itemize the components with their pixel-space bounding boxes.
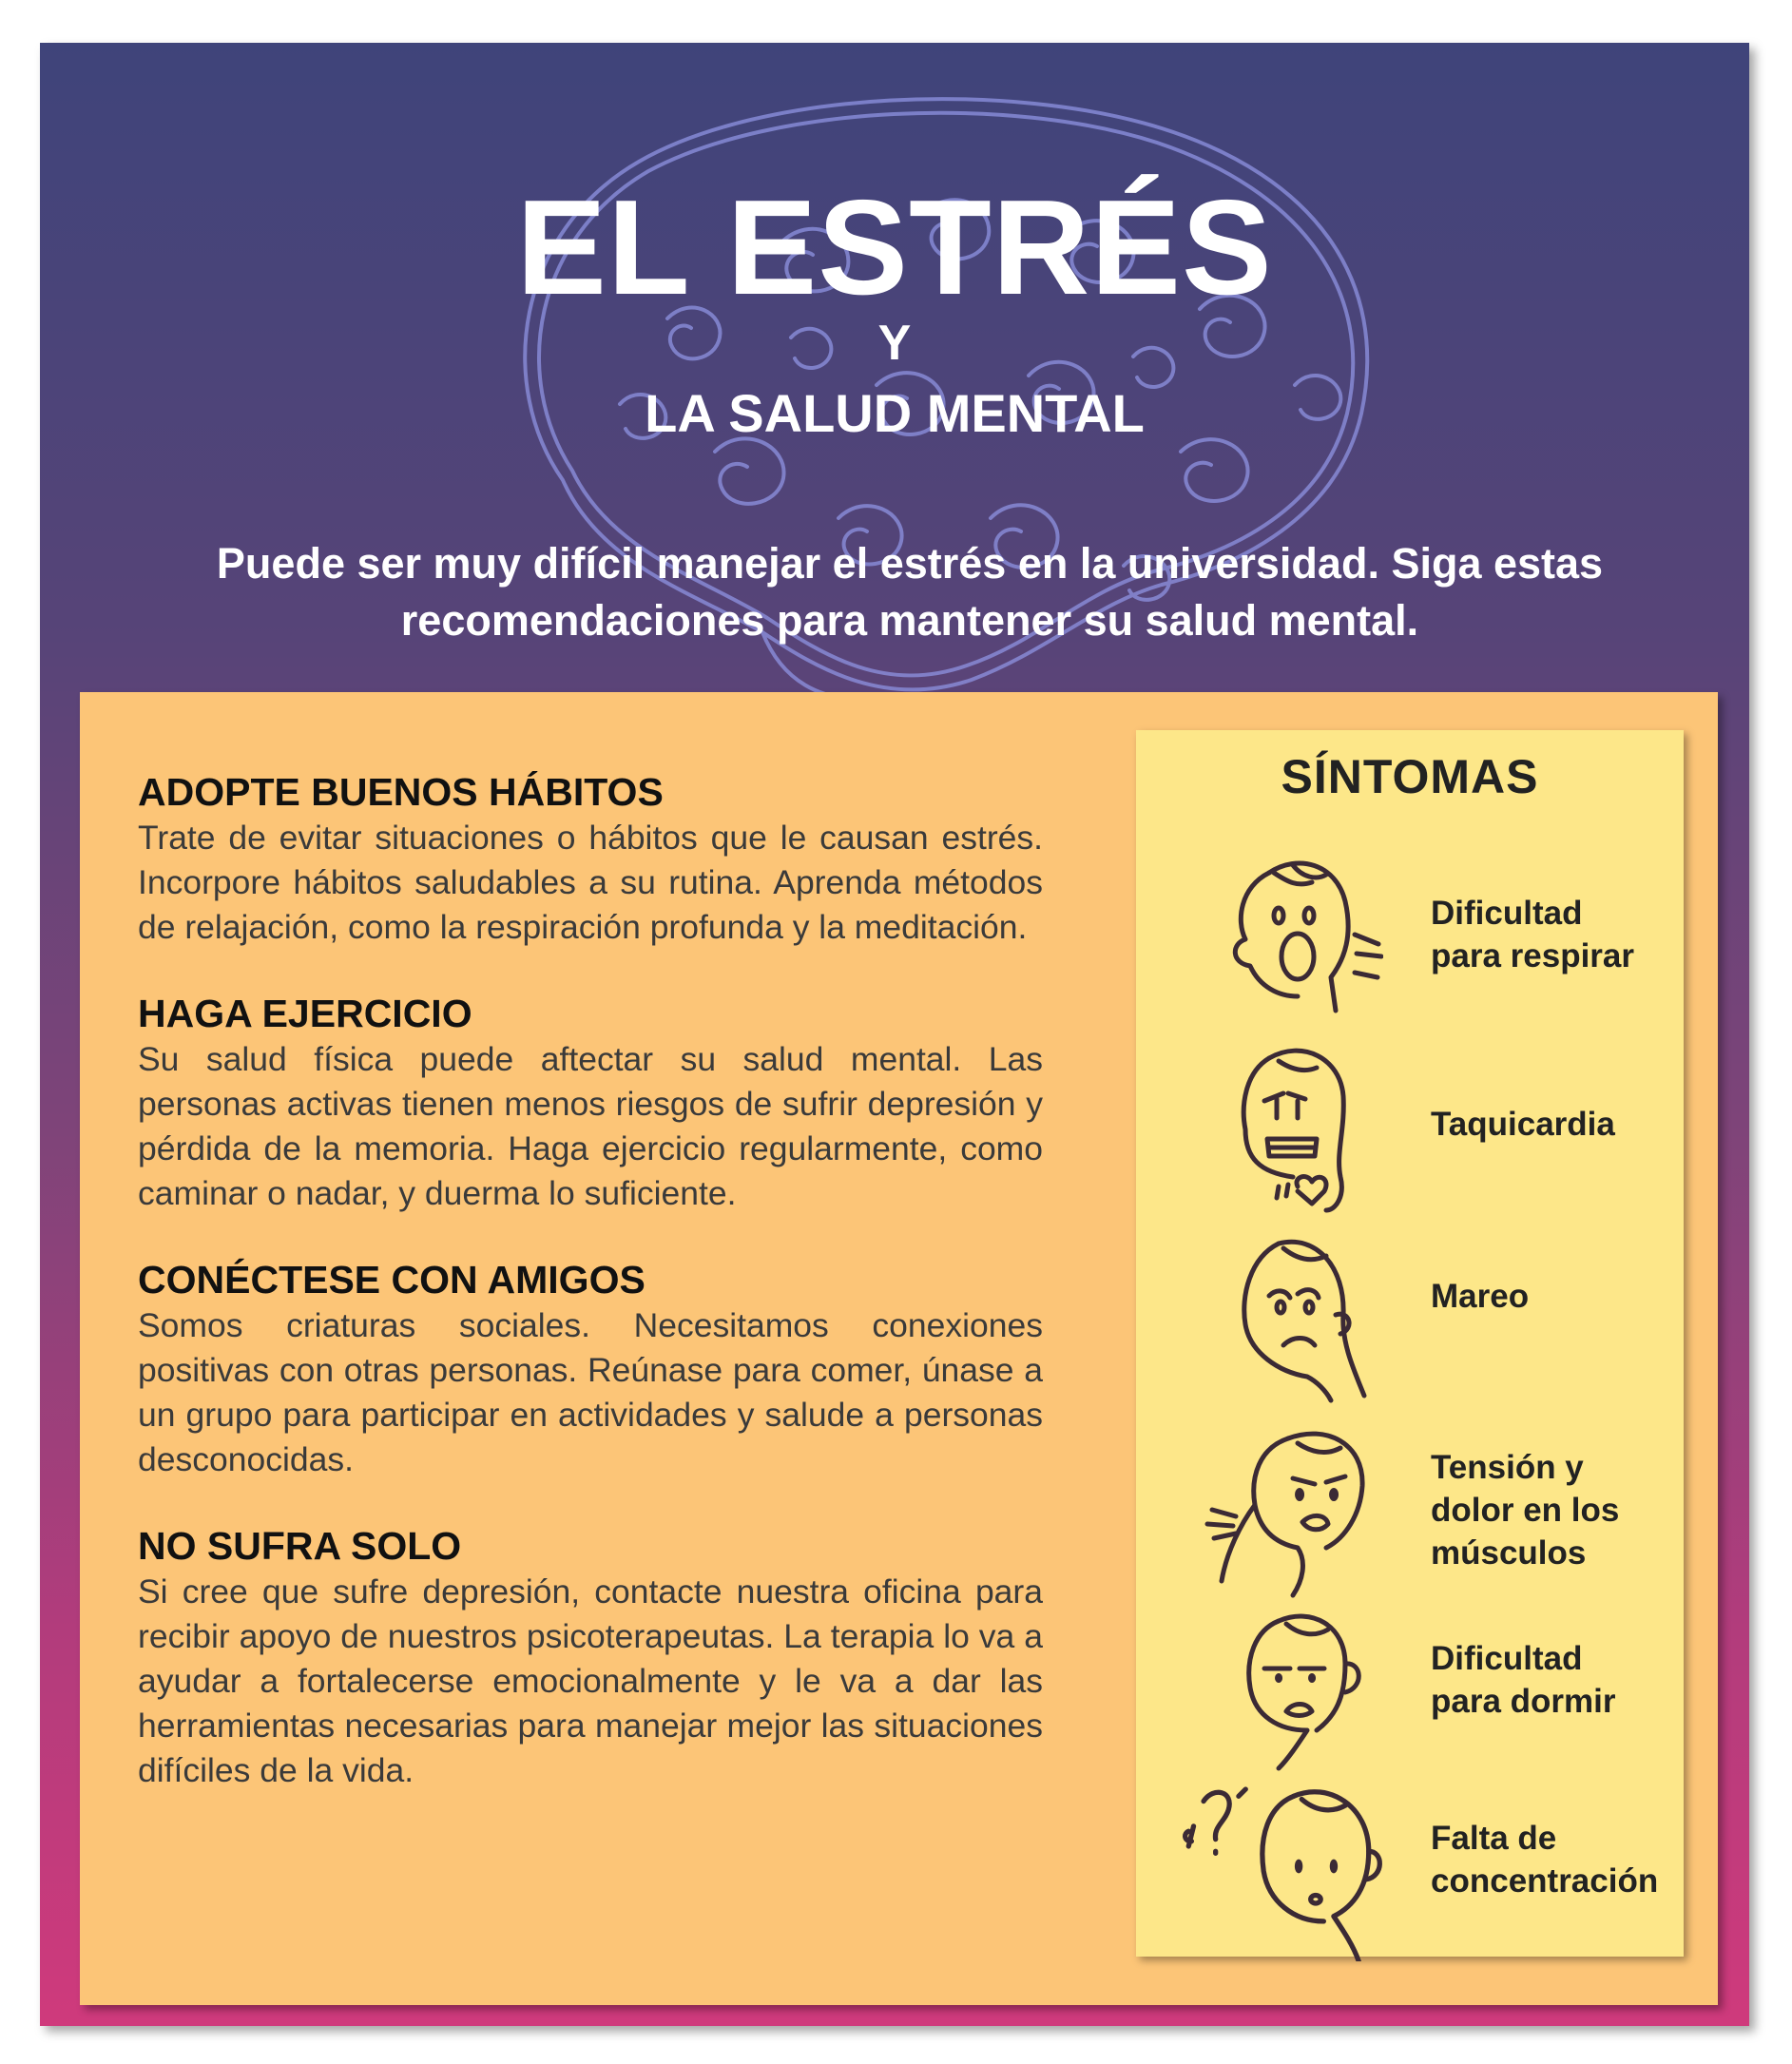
intro-text: Puede ser muy difícil manejar el estrés en la universidad. Siga estas recomendaciones para mantener su salud mental. [216, 539, 1604, 645]
symptoms-card [1136, 730, 1684, 1957]
content-panel [80, 692, 1718, 2005]
symptom-label: Dificultad para respirar [1431, 895, 1635, 974]
lack-of-concentration-face-icon [1174, 1771, 1383, 1961]
symptom-label: Taquicardia [1431, 1106, 1615, 1143]
tip-exercise [138, 990, 1043, 1216]
tip-heading: NO SUFRA SOLO [138, 1524, 462, 1568]
symptoms-title: SÍNTOMAS [1281, 750, 1539, 803]
tip-habits [138, 768, 1043, 950]
tips-column [138, 768, 1043, 1833]
poster-subtitle: LA SALUD MENTAL [645, 383, 1145, 443]
symptom-label: Dificultad para dormir [1431, 1640, 1616, 1720]
muscle-tension-face-icon [1203, 1419, 1383, 1600]
symptom-label: Falta de concentración [1431, 1820, 1659, 1900]
poster [40, 43, 1749, 2026]
poster-title: EL ESTRÉS [516, 172, 1273, 323]
tip-body: Trate de evitar situaciones o hábitos que le causan estrés. Incorpore hábitos saludables a su rutina. Aprenda métodos de relajación, como la respiración profunda y la meditación. [138, 819, 1043, 946]
symptom-label: Tensión y dolor en los músculos [1431, 1449, 1620, 1572]
tip-heading: HAGA EJERCICIO [138, 992, 472, 1035]
tip-heading: ADOPTE BUENOS HÁBITOS [138, 770, 664, 814]
tip-body: Su salud física puede aftectar su salud mental. Las personas activas tienen menos riesgos de sufrir depresión y pérdida de la memoria. Haga ejercicio regularmente, como caminar o nadar, y duerma lo suficiente. [138, 1040, 1043, 1212]
breathing-difficulty-face-icon [1203, 844, 1383, 1025]
tip-body: Si cree que sufre depresión, contacte nuestra oficina para recibir apoyo de nuestros psicoterapeutas. La terapia lo va a ayudar a fortalecerse emocionalmente y le va a dar las herramientas necesarias para manejar mejor las situaciones difíciles de la vida. [138, 1572, 1043, 1789]
dizziness-face-icon [1203, 1229, 1383, 1410]
tip-body: Somos criaturas sociales. Necesitamos conexiones positivas con otras personas. Reúnase para comer, únase a un grupo para participar en actividades y salude a personas desconocidas. [138, 1306, 1043, 1478]
title-connector: Y [877, 316, 912, 371]
tip-heading: CONÉCTESE CON AMIGOS [138, 1258, 646, 1302]
tip-not-alone [138, 1522, 1043, 1793]
sleep-difficulty-face-icon [1203, 1597, 1383, 1778]
tip-friends [138, 1256, 1043, 1482]
tachycardia-face-icon [1203, 1034, 1383, 1215]
symptom-label: Mareo [1431, 1278, 1530, 1315]
